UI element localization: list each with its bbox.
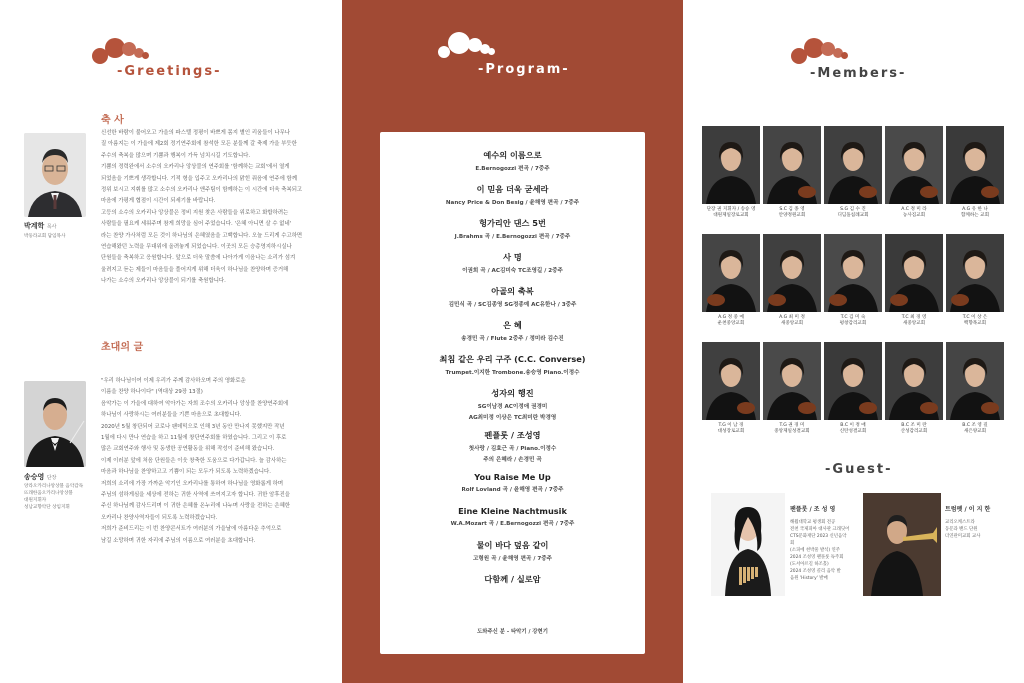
member-caption [824, 423, 882, 435]
program-item [380, 150, 645, 172]
member-part-name: A.C 정 미 라 [901, 207, 927, 212]
program-item [380, 388, 645, 421]
member-photo [763, 342, 821, 420]
guest-1-bio-line: 음원 'History' 발매 [790, 576, 828, 581]
member-card [946, 234, 1004, 327]
program-item-detail: E.Bernogozzi 편곡 / 7중주 [475, 166, 550, 172]
program-item-detail: 이권희 곡 / AC김미숙 TC조영길 / 2중주 [462, 268, 563, 274]
program-item-title: 최침 같은 우리 구주 (C.C. Converse) [439, 354, 586, 364]
member-photo [824, 234, 882, 312]
member-part-name: B.C 조 미 란 [901, 423, 927, 428]
member-church: 새중앙교회 [902, 321, 926, 326]
member-card [824, 126, 882, 219]
guest-panflute-photo [711, 493, 785, 596]
program-item-detail: SG이남경 AC이정애 권경미 [477, 404, 548, 410]
member-part-name: S.C 김 종 영 [779, 207, 805, 212]
member-church: 백향목교회 [963, 321, 987, 326]
member-card [885, 342, 943, 435]
member-part-name: A.G 정 중 예 [718, 315, 744, 320]
director-credentials [24, 483, 83, 511]
member-caption [946, 315, 1004, 327]
member-photo [702, 234, 760, 312]
invite-line: 오카리나 찬양사역자들이 되도록 노력하겠습니다. [101, 514, 218, 521]
director-name: 송승영 단장 [24, 473, 57, 481]
program-item [380, 506, 645, 527]
member-part-name: A.G 최 미 정 [779, 315, 805, 320]
bubble-logo-icon [438, 30, 508, 64]
member-caption [885, 423, 943, 435]
bubble-logo-icon [791, 34, 861, 68]
member-card [702, 342, 760, 435]
program-item [380, 540, 645, 562]
invite-line: 이름을 찬양 하나이다" (역대상 29장 13절) [101, 389, 203, 396]
congrats-line: 정위 보시고 지휘를 많고 소수의 오카리나 앤주팀이 함께하는 이 시간에 더욱 축복되고 [101, 187, 303, 194]
congrats-line: 신선한 바람이 불어오고 가을의 파스텔 정평이 바쁘게 몸지 별인 리움들이 나무나 [101, 130, 290, 136]
program-item-title: 헝가리안 댄스 5번 [479, 218, 546, 228]
member-church: 평창감리교회 [839, 321, 867, 326]
member-card [946, 342, 1004, 435]
invite-line: 1월에 다시 만나 연습을 하고 11월에 창단연주회를 하였습니다. 그리고 이 후로 [101, 435, 287, 442]
invite-line: 남길 소망하며 귀한 자리에 주님의 이름으로 여러분을 초대합니다. [101, 537, 256, 544]
program-item-detail: Rolf Lovland 곡 / 윤해영 편곡 / 7중주 [461, 487, 564, 493]
member-card [763, 126, 821, 219]
program-item-detail: J.Brahms 곡 / E.Bernogozzi 편곡 / 7중주 [454, 234, 571, 240]
member-church: 디딤돌침례교회 [837, 213, 869, 218]
congrats-line: 연습해왔던 노력을 무대위에 올려놓게 되었습니다. 이곳의 모든 승총영지하시실나 [101, 244, 292, 251]
program-title: -Program- [478, 62, 570, 77]
member-caption [702, 315, 760, 327]
member-caption [885, 315, 943, 327]
member-caption [885, 207, 943, 219]
congrats-line: 라는 찬양 가사처럼 모든 것이 하나님의 은혜였음을 고백합니다. 오늘 드리게 수고하면 [101, 232, 303, 239]
congrats-line: 기쁨의 정력완에서 소수의 오카리나 앙상블의 연주회를 '함께하는 교회'에서 열게 [101, 164, 290, 171]
greetings-title: -Greetings- [117, 64, 222, 79]
program-item [380, 472, 645, 493]
member-card [824, 234, 882, 327]
program-item [380, 354, 645, 376]
program-item-title: 펜플룻 / 조성영 [484, 430, 541, 440]
member-caption [763, 423, 821, 435]
member-church: 안양정원교회 [778, 213, 806, 218]
guest-1-bio-line: 2024 조성영 팬플룻 독주회 [790, 555, 844, 560]
guest-1-bio-line: 전천 국제피아 대사관 크래딧어 [790, 527, 850, 532]
guest-1-bio-line: (도서아르길 하조홀) [790, 562, 829, 567]
member-card [763, 234, 821, 327]
congrats-heading: 축 사 [101, 115, 124, 126]
program-item [380, 430, 645, 463]
guest-1-bio-line: CTS문화재단 2023 신년음악회 [790, 534, 847, 546]
member-photo [763, 234, 821, 312]
program-item-title: 사 명 [503, 252, 522, 262]
member-photo [763, 126, 821, 204]
program-item-detail: Nancy Price & Don Besig / 윤해영 편곡 / 7중주 [445, 200, 580, 206]
member-part-name: S.G 김 수 진 [840, 207, 866, 212]
member-card [702, 126, 760, 219]
program-item-detail: Trumpet.이지한 Trombone.송승영 Piano.이정수 [445, 370, 580, 376]
member-part-name: T.C 김 미 숙 [840, 315, 866, 320]
congrats-line: 사람들을 필요케 세워주며 참게 희망을 심어 주었습니다. '은혜 아니면 살 수 없네' [101, 221, 292, 228]
member-part-name: 단장 권 지휘자 / 송승 영 [706, 207, 756, 212]
member-photo [946, 342, 1004, 420]
program-item-detail: 주의 은혜라 / 손경민 곡 [483, 457, 542, 463]
program-item-title: 아골의 축복 [491, 286, 534, 296]
guest-1-bio-line: 2024 조성영 콜리 음악 발 [790, 569, 841, 574]
bubble-logo-icon [92, 34, 162, 68]
member-caption [946, 207, 1004, 219]
invite-line: 하나님이 사랑하시는 여러분들을 기쁜 마음으로 초대합니다. [101, 412, 242, 419]
member-church: 산성감리교회 [900, 429, 928, 434]
invite-line: 마음과 하나님을 찬양하고고 기쁨이 되는 모두가 되도록 노력하겠습니다. [101, 469, 271, 476]
program-item-title: 물이 바다 덮음 같이 [476, 540, 549, 550]
program-item-detail: 고형원 곡 / 윤해영 편곡 / 7중주 [472, 556, 553, 562]
congrats-line: 마음에 가평게 협점이 시간이 되세기를 바랍니다. [101, 198, 216, 205]
program-item-title: 예수의 이름으로 [483, 150, 542, 160]
member-caption [946, 423, 1004, 435]
program-item-detail: 김민식 곡 / SC김종영 SG정종예 AC유한나 / 3중주 [448, 302, 577, 308]
invite-line: 주님의 섬하게심을 세상에 전하는 귀한 사역에 쓰여지고자 합니다. 귀한 암후진을 [101, 492, 290, 499]
invite-heading: 초대의 글 [101, 342, 144, 353]
member-caption [824, 207, 882, 219]
guest-1-name: 팬플룻 / 조 성 영 [790, 506, 836, 513]
member-church: 함께하는 교회 [960, 213, 990, 218]
guest-2-bio-line: 더연관미교회 교사 [945, 534, 981, 539]
program-item [380, 252, 645, 274]
program-item-detail: 송경민 곡 / Flute 2중주 / 정미라 김수진 [461, 336, 564, 342]
program-item [380, 218, 645, 240]
invite-text [101, 376, 323, 547]
member-photo [702, 342, 760, 420]
member-card [885, 126, 943, 219]
member-photo [824, 126, 882, 204]
member-church: 대원제일장로교회 [713, 213, 749, 218]
invite-line: 저희가 준비드리는 이 번 찬양콘서트가 여러분의 가을날에 아름다운 추억으로 [101, 526, 282, 533]
program-item [380, 574, 645, 585]
guest-1-bio [790, 519, 850, 582]
director-credential-line: 뜨래한움오카리나앙상블 [24, 491, 73, 496]
member-caption [763, 315, 821, 327]
program-item [380, 320, 645, 342]
member-church: 농사짐교회 [902, 213, 926, 218]
member-part-name: T.G 권 경 미 [779, 423, 805, 428]
member-caption [702, 423, 760, 435]
member-card [702, 234, 760, 327]
guest-1-bio-line: 해월대학교 평생회 전공 [790, 520, 836, 525]
member-photo [885, 126, 943, 204]
program-item-title: You Raise Me Up [474, 472, 551, 482]
member-photo [885, 342, 943, 420]
guest-2-bio [945, 519, 1011, 540]
member-caption [824, 315, 882, 327]
congrats-line: 단원들을 축복하고 응원합니다. 앞으로 더욱 말씀에 나아가게 이음나는 소리가 섬겨 [101, 255, 296, 262]
congrats-line: 되었음을 기쁘게 생각합니다. 기적 형을 입주고 오카리나의 맑힌 줘음에 연주에 함께 [101, 175, 297, 182]
member-caption [763, 207, 821, 219]
member-card [763, 342, 821, 435]
member-photo [946, 126, 1004, 204]
director-credential-line: 대원지휘자 [24, 498, 47, 503]
member-church: 대성장로교회 [717, 429, 745, 434]
pastor-photo [24, 133, 86, 217]
member-church: 신탄성결교회 [839, 429, 867, 434]
congrats-line: 울려지고 듣는 제들이 마음들을 풀어지게 위해 더욱이 하나님을 찬양하며 증거해 [101, 266, 289, 273]
member-card [946, 126, 1004, 219]
member-part-name: T.G 이 남 경 [718, 423, 744, 428]
congrats-line: 고등의 소수의 오카리나 앙상블은 정비 지원 찾은 사람들을 위로하고 화합하려는 [101, 209, 289, 216]
program-item [380, 184, 645, 206]
members-title: -Members- [810, 66, 907, 81]
congrats-text [101, 128, 323, 288]
member-photo [946, 234, 1004, 312]
member-church: 중앙제일성결교회 [774, 429, 810, 434]
greetings-panel [0, 0, 342, 683]
invite-line: 많은 교회연주와 행사 및 동생한 공연활동을 위해 작성이 준비해 왔습니다. [101, 446, 275, 453]
guest-2-bio-line: 교리오케스트라 [945, 520, 975, 525]
program-item [380, 286, 645, 308]
invite-line: 저희의 소리에 가장 가까운 악기인 오카리나를 통하여 하나님을 영화롭게 하며 [101, 480, 284, 487]
program-item-detail: W.A.Mozart 곡 / E.Bernogozzi 편곡 / 7중주 [450, 521, 575, 527]
invite-line: 2020년 5월 창단되어 코로나 팬데믹으로 인해 3년 동안 만나지 못했지만 작년 [101, 423, 285, 430]
guest-2-name: 트럼펫 / 이 지 한 [945, 506, 991, 513]
program-footer: 도와주신 분 - 타악기 / 강현기 [477, 629, 548, 635]
program-item-title: 은 혜 [503, 320, 522, 330]
congrats-line: 질 아름지는 이 가을에 제2회 정기연주회에 참석한 모든 분들께 갈 축제 가을 부듯한 [101, 141, 297, 148]
members-panel [683, 0, 1024, 683]
director-photo [24, 381, 86, 467]
member-part-name: T.C 최 경 영 [901, 315, 927, 320]
program-item-title: Eine Kleine Nachtmusik [458, 506, 567, 516]
member-card [824, 342, 882, 435]
invite-line: "우리 하나님이여 이제 우리가 주께 감사하오며 주의 영화로운 [101, 378, 246, 384]
program-item-title: 이 믿음 더욱 굳세라 [476, 184, 549, 194]
pastor-name: 박계학 목사 [24, 222, 57, 230]
member-church: 새중앙교회 [780, 321, 804, 326]
congrats-line: 주수의 축복을 많으며 기쁨과 행복이 가득 넘치시길 기도합니다. [101, 152, 251, 159]
member-photo [824, 342, 882, 420]
invite-line: 주신 하나님께 감사드리며 이 귀한 은혜를 온누리에 나누며 사랑을 전하는 은혜한 [101, 503, 290, 510]
program-item-title: 다함께 / 실로암 [484, 574, 541, 584]
member-caption [702, 207, 760, 219]
member-card [885, 234, 943, 327]
guest-trumpet-photo [863, 493, 941, 596]
director-credential-line: 성남교향악단 상임지휘 [24, 505, 70, 510]
member-part-name: B.C 조 영 길 [962, 423, 988, 428]
guest-2-bio-line: 동문과 밴드 단원 [945, 527, 978, 532]
pastor-church: 박둥라교회 담임목사 [24, 234, 66, 239]
invite-line: 이제 이러분 앞에 처음 단원들은 이웃 창축한 도움으로 다가갑니다. 늘 감사하는 [101, 457, 287, 464]
guest-1-bio-line: (소피에 천박물 발석) 연주 [790, 548, 841, 553]
program-item-detail: 첫사랑 / 김효근 곡 / Piano.이정수 [468, 446, 557, 452]
invite-line: 음악가는 이 가을에 대하여 악아가는 자희 조수의 오카리나 앙상블 찬양연주회에 [101, 400, 289, 407]
member-photo [885, 234, 943, 312]
member-photo [702, 126, 760, 204]
program-item-title: 성자의 행진 [491, 388, 534, 398]
member-part-name: T.C 이 상 은 [962, 315, 988, 320]
member-church: 새은양교회 [963, 429, 987, 434]
program-item-detail: AG최미정 이상은 TC최미란 박경영 [468, 415, 557, 421]
member-part-name: A.G 유 한 나 [962, 207, 988, 212]
congrats-line: 나가는 소수의 오카리나 앙상블이 되기를 축원합니다. [101, 278, 226, 285]
director-credential-line: 앙라오카리나앙상블 음악감독 [24, 484, 84, 489]
guest-title: -Guest- [825, 462, 893, 477]
program-card [380, 132, 645, 654]
member-part-name: B.C 이 정 애 [840, 423, 866, 428]
member-church: 운천중앙교회 [717, 321, 745, 326]
